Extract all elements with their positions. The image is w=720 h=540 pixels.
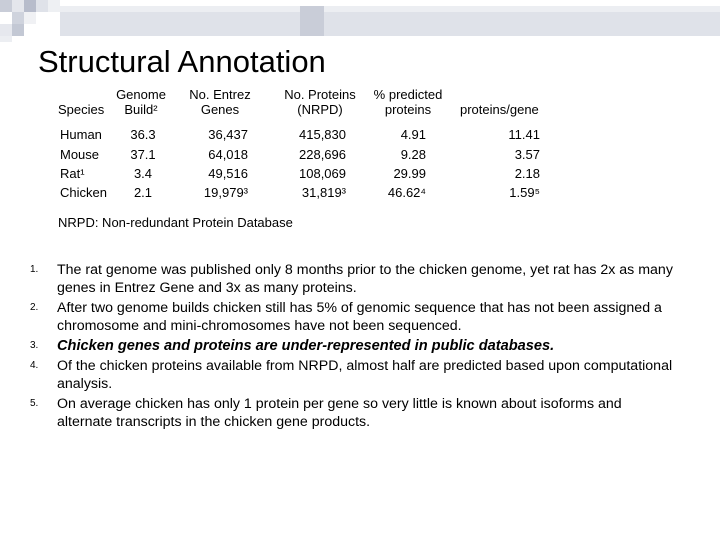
list-item (30, 337, 680, 355)
decor-square (12, 0, 24, 12)
table-cell-genes: 19,979³ (203, 185, 248, 200)
table-cell-predicted: 4.91 (400, 127, 426, 142)
header-build-line1: Genome (116, 87, 166, 102)
decor-square (24, 12, 36, 24)
table-cell-per-gene: 11.41 (508, 127, 540, 142)
header-predicted-line2: proteins (384, 102, 432, 117)
table-cell-build: 37.1 (130, 147, 156, 162)
list-item-text: After two genome builds chicken still has 5% of genomic sequence that has not been assigned a chromosome and mini-chromosomes have not been sequenced. (57, 300, 662, 334)
list-item-text: On average chicken has only 1 protein per gene so very little is known about isoforms and alternate transcripts in the chicken gene products. (57, 396, 622, 430)
table-cell-proteins: 415,830 (299, 127, 346, 142)
header-species: Species (58, 102, 105, 117)
list-item-number: 1. (30, 264, 39, 275)
header-predicted-line1: % predicted (373, 87, 443, 102)
decor-square (0, 36, 12, 42)
list-item (30, 261, 680, 297)
table-cell-proteins: 228,696 (299, 147, 346, 162)
table-cell-per-gene: 3.57 (514, 147, 540, 162)
list-item-number: 4. (30, 360, 39, 371)
table-cell-build: 3.4 (133, 166, 153, 181)
table-footnote: NRPD: Non-redundant Protein Database (58, 215, 293, 230)
table-cell-build: 2.1 (133, 185, 153, 200)
header-proteins-line1: No. Proteins (284, 87, 356, 102)
list-item-number: 3. (30, 340, 39, 351)
table-cell-species: Human (60, 127, 102, 142)
decor-square (24, 0, 36, 12)
table-cell-genes: 64,018 (208, 147, 248, 162)
table-cell-per-gene: 2.18 (514, 166, 540, 181)
table-cell-build: 36.3 (130, 127, 156, 142)
table-cell-species: Rat¹ (60, 166, 85, 181)
decor-square (48, 0, 60, 12)
header-build-line2: Build² (124, 102, 158, 117)
list-item-text: The rat genome was published only 8 months prior to the chicken genome, yet rat has 2x as many genes in Entrez Gene and 3x as many proteins. (57, 262, 673, 296)
header-proteins-line2: (NRPD) (297, 102, 343, 117)
list-item (30, 299, 680, 335)
table-cell-per-gene: 1.59⁵ (509, 185, 540, 200)
decor-square (12, 24, 24, 36)
decor-square (0, 24, 12, 36)
header-genes-line1: No. Entrez (189, 87, 251, 102)
decor-square (12, 12, 24, 24)
header-per-gene: proteins/gene (460, 102, 539, 117)
page-title: Structural Annotation (38, 44, 326, 79)
decor-square (36, 0, 48, 12)
table-cell-genes: 49,516 (208, 166, 248, 181)
list-item-number: 2. (30, 302, 39, 313)
table-cell-predicted: 9.28 (400, 147, 426, 162)
header-genes-line2: Genes (200, 102, 240, 117)
table-cell-species: Mouse (60, 147, 100, 162)
header-bar-highlight (60, 6, 720, 12)
decor-square (0, 0, 12, 12)
list-item (30, 357, 680, 393)
list-item-number: 5. (30, 398, 39, 409)
key-points-list (30, 261, 680, 433)
list-item-text: Chicken genes and proteins are under-represented in public databases. (57, 338, 555, 354)
list-item-text: Of the chicken proteins available from NRPD, almost half are predicted based upon computational analysis. (57, 358, 673, 392)
list-item (30, 395, 680, 431)
table-cell-proteins: 31,819³ (301, 185, 346, 200)
table-cell-species: Chicken (60, 185, 107, 200)
table-cell-proteins: 108,069 (299, 166, 346, 181)
header-decoration (0, 0, 720, 40)
table-cell-predicted: 29.99 (393, 166, 426, 181)
table-cell-genes: 36,437 (208, 127, 248, 142)
table-cell-predicted: 46.62⁴ (387, 185, 426, 200)
header-bar-stripe (300, 6, 324, 36)
